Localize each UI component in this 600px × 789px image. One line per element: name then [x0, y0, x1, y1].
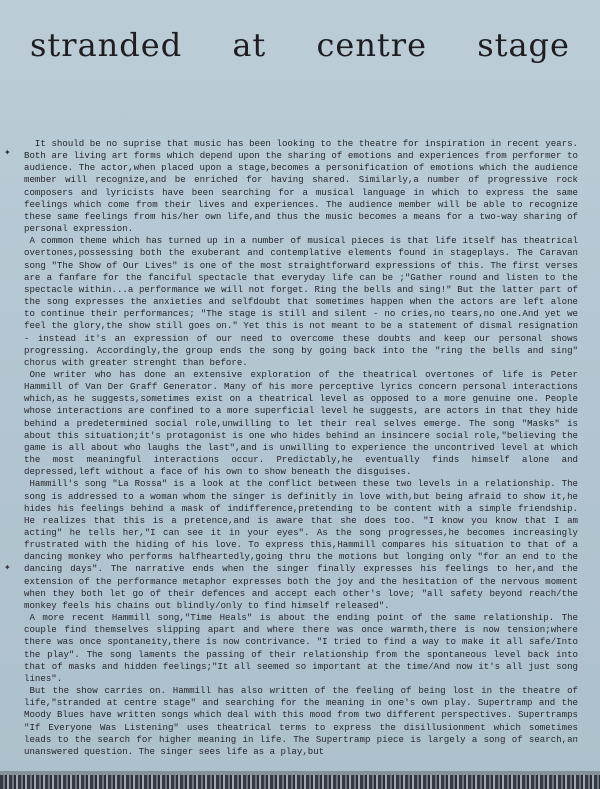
- torn-bottom-edge: [0, 775, 600, 789]
- margin-mark-icon: ✦: [4, 148, 11, 157]
- paragraph: One writer who has done an extensive exploration of the theatrical overtones of life is Peter Hammill of Van Der Graff Generator. Many of his more perceptive lyrics concern personal interactions which,as he suggests,sometimes exist on a theatrical level as opposed to a more genuine one. People whose interactions are confined to a more superficial level he suggests, are actors in that they hide behind a predetermined social role,unwilling to let their real selves emerge. The song "Masks" is about this situation;it's protagonist is one who hides behind an insincere social role,"believing the game is all about who laughs the last",and is unwilling to experience the uncontrived level at which the most meaningful interactions occur. Predictably,he eventually finds himself alone and depressed,left without a face of his own to show beneath the disguises.: [24, 368, 578, 478]
- title-word: stranded: [30, 26, 183, 64]
- title-word: at: [232, 26, 267, 64]
- article-body: [24, 138, 578, 758]
- paragraph: Hammill's song "La Rossa" is a look at the conflict between these two levels in a relationship. The song is addressed to a woman whom the singer is definitly in love with,but being afraid to show it,he hides his feelings behind a mask of indifference,pretending to be content with a simple friendship. He realizes that this is a pretence,and is aware that she does too. "I know you know that I am acting" he tells her,"I can see it in your eyes". As the song progresses,he becomes increasingly frustrated with the hiding of his love. To express this,Hammill compares his situation to that of a dancing monkey who performs halfheartedly,going thru the motions but longing only "for an end to the dancing days". The narrative ends when the singer finally expresses his feelings to her,and the extension of the performance metaphor expresses both the joy and the hesitation of the nervous moment when they both let go of their defences and accept each other's love; "all safety beyond reach/the monkey feels his chains out blindly/only to find himself released".: [24, 478, 578, 611]
- paragraph: It should be no suprise that music has been looking to the theatre for inspiration in recent years. Both are living art forms which depend upon the sharing of emotions and experiences from performer to audience. The actor,when placed upon a stage,becomes a personification of emotions which the audience member will recognize,and be enriched for having shared. Similarly,a number of progressive rock composers and lyricists have been searching for a musical language in which to express the same feelings which come from their lives and experiences. The audience member will be able to recognize these same feelings from his/her own life,and thus the music becomes a means for a two-way sharing of personal expression.: [24, 138, 578, 235]
- paragraph: A common theme which has turned up in a number of musical pieces is that life itself has theatrical overtones,possessing both the exuberant and contemplative elements found in stageplays. The Caravan song "The Show of Our Lives" is one of the most straightforward expressions of this. The first verses are a fanfare for the fanciful spectacle that everyday life can be ;"Gather round and listen to the spectacle within...a performance we will not forget. Ring the bells and sing!" But the latter part of the song expresses the anxieties and selfdoubt that sometimes happen when the actors are left alone to continue their performances; "The stage is still and silent - no cries,no tears,no one.And yet we feel the glory,the show still goes on." Yet this is not meant to be a statement of dismal resignation - instead it's an expression of our need to overcome these doubts and keep our personal shows progressing. Accordingly,the group ends the song by going back into the "ring the bells and sing" chorus with greater strenght than before.: [24, 235, 578, 368]
- margin-mark-icon: ✦: [4, 563, 11, 572]
- paragraph: A more recent Hammill song,"Time Heals" is about the ending point of the same relationship. The couple find themselves slipping apart and where there was once warmth,there is now tension;where there was once spontaneity,there is now contrivance. "I tried to find a way to make it all safe/Into the play". The song laments the passing of their relationship from the spontaneous level back into that of masks and hidden feelings;"It all seemed so important at the time/And now it's all just song lines".: [24, 612, 578, 684]
- page-title: [30, 26, 570, 64]
- title-word: centre: [316, 26, 428, 64]
- paragraph: But the show carries on. Hammill has also written of the feeling of being lost in the theatre of life,"stranded at centre stage" and searching for the meaning in one's own play. Supertramp and the Moody Blues have written songs which deal with this mood from two different perspectives. Supertramps "If Everyone Was Listening" uses theatrical terms to express the disillusionment which sometimes leads to the search for higher meaning in life. The Supertramp piece is largely a song of search,an unanswered question. The singer sees life as a play,but: [24, 685, 578, 757]
- title-word: stage: [477, 26, 570, 64]
